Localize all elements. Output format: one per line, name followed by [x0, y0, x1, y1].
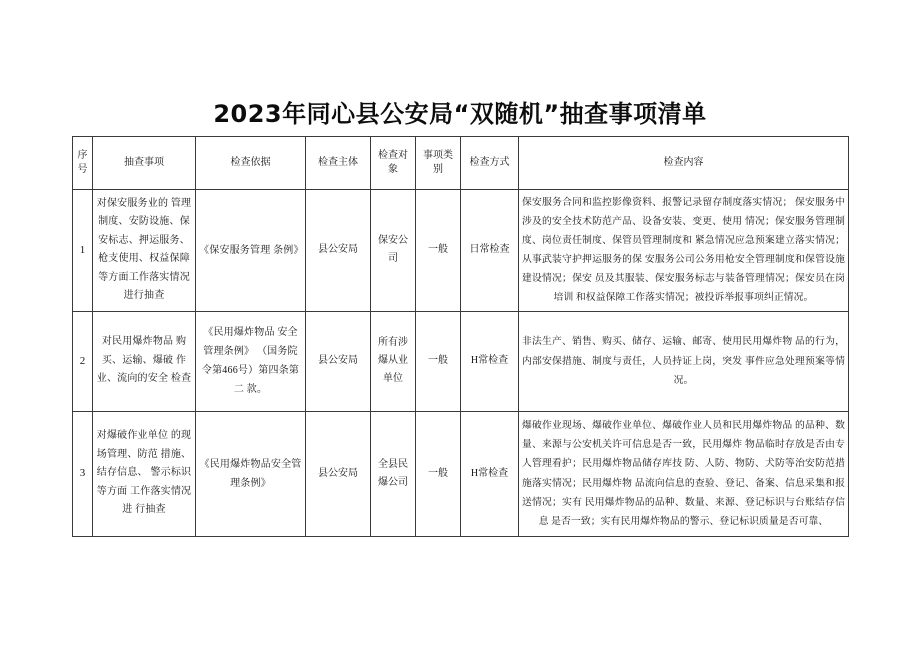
cell-subject: 县公安局 — [306, 411, 371, 536]
cell-no: 1 — [73, 190, 93, 312]
cell-category: 一般 — [416, 190, 461, 312]
table-header-row — [73, 137, 849, 190]
column-header-object: 检查对象 — [371, 137, 416, 190]
cell-content: 非法生产、销售、购买、储存、运输、邮寄、使用民用爆炸物 品的行为，内部安保措施、制度与责任，人员持证上岗，突发 事件应急处理预案等情况。 — [519, 311, 849, 411]
cell-method: 日常检查 — [461, 190, 519, 312]
cell-basis: 《民用爆炸物品安全管理条例》 — [196, 411, 306, 536]
cell-method: H常检查 — [461, 311, 519, 411]
column-header-item: 抽查事项 — [93, 137, 196, 190]
cell-category: 一般 — [416, 411, 461, 536]
cell-basis: 《保安服务管理 条例》 — [196, 190, 306, 312]
cell-no: 3 — [73, 411, 93, 536]
column-header-basis: 检查依据 — [196, 137, 306, 190]
cell-item: 对爆破作业单位 的现场管理、防范 措施、结存信息、 警示标识等方面 工作落实情况进 行抽查 — [93, 411, 196, 536]
page-title: 2023年同心县公安局“双随机”抽查事项清单 — [213, 100, 707, 128]
table-row — [73, 311, 849, 411]
cell-subject: 县公安局 — [306, 311, 371, 411]
cell-method: H常检查 — [461, 411, 519, 536]
table-row — [73, 411, 849, 536]
cell-item: 对民用爆炸物品 购买、运输、爆破 作业、流向的安全 检查 — [93, 311, 196, 411]
column-header-no: 序号 — [73, 137, 93, 190]
cell-content: 爆破作业现场、爆破作业单位、爆破作业人员和民用爆炸物品 的品种、数量、来源与公安机关许可信息是否一致，民用爆炸 物品临时存放是否由专人管理看护；民用爆炸物品储存库技 防、人防、物防、犬防等治安防范措施落实情况；民用爆炸物 品流向信息的查验、登记、备案、信息采集和报送情况；实有 民用爆炸物品的品种、数量、来源、登记标识与台账结存信息 是否一致；实有民用爆炸物品的警示、登记标识质量是否可靠、 — [519, 411, 849, 536]
column-header-content: 检查内容 — [519, 137, 849, 190]
column-header-category: 事项类别 — [416, 137, 461, 190]
column-header-method: 检查方式 — [461, 137, 519, 190]
table-row — [73, 190, 849, 312]
inspection-items-table — [72, 136, 849, 537]
cell-no: 2 — [73, 311, 93, 411]
cell-category: 一般 — [416, 311, 461, 411]
cell-object: 全县民爆公司 — [371, 411, 416, 536]
cell-subject: 县公安局 — [306, 190, 371, 312]
cell-object: 保安公司 — [371, 190, 416, 312]
cell-object: 所有涉爆从业单位 — [371, 311, 416, 411]
cell-item: 对保安服务业的 管理制度、安防设施、保安标志、押运服务、枪支使用、权益保障等方面工作落实情况 进行抽查 — [93, 190, 196, 312]
column-header-subject: 检查主体 — [306, 137, 371, 190]
inspection-items-table-wrapper — [72, 136, 848, 537]
cell-basis: 《民用爆炸物品 安全管理条例》 （国务院令第466号）第四条第二 款。 — [196, 311, 306, 411]
cell-content: 保安服务合同和监控影像资料、报警记录留存制度落实情况； 保安服务中涉及的安全技术防范产品、设备安装、变更、使用 情况；保安服务管理制度、岗位责任制度、保管员管理制度和 紧急情况应急预案建立落实情况；从事武装守护押运服务的保 安服务公司公务用枪安全管理制度和保管设施建设情况；保安 员及其服装、保安服务标志与装备管理情况；保安员在岗培训 和权益保障工作落实情况；被投诉举报事项纠正情况。 — [519, 190, 849, 312]
